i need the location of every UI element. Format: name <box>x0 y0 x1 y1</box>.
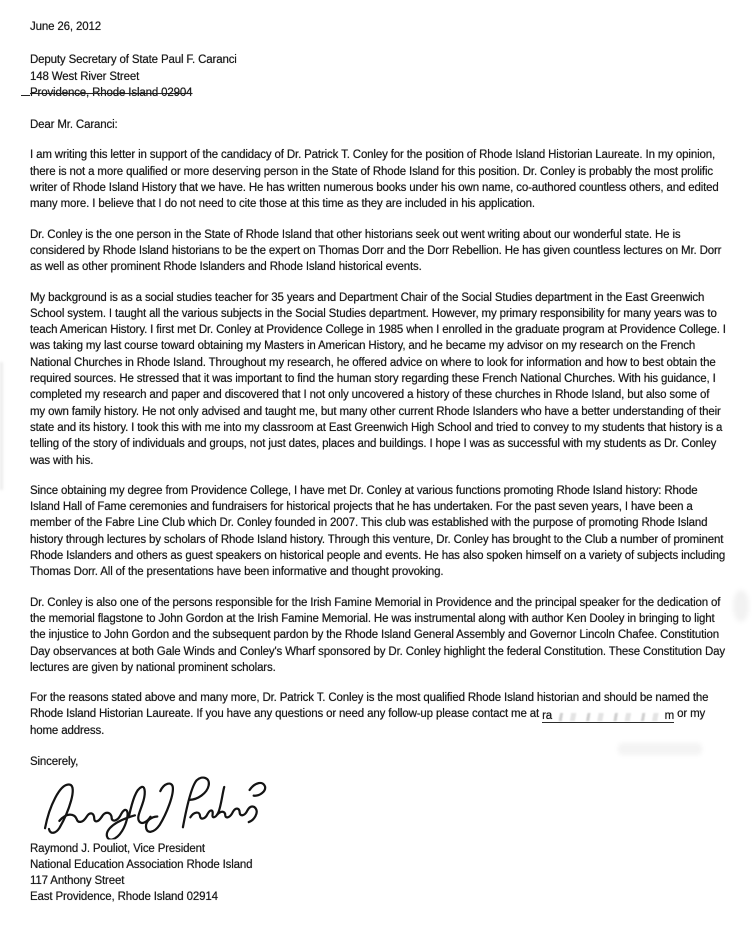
closing-paragraph <box>30 690 726 740</box>
paragraph-2: Dr. Conley is the one person in the State of Rhode Island that other historians seek out went writing about our wonderful state. He is considered by Rhode Island historians to be the expert on Thomas Dorr and the Dorr Rebellion. He has given countless lectures on Mr. Dorr as well as other prominent Rhode Islanders and Rhode Island historical events. <box>30 228 722 274</box>
salutation: Dear Mr. Caranci: <box>30 119 118 132</box>
sender-organization: National Education Association Rhode Island <box>30 858 253 871</box>
recipient-name-line: Deputy Secretary of State Paul F. Caranci <box>30 54 237 67</box>
signature-svg <box>33 768 273 842</box>
sender-name-title: Raymond J. Pouliot, Vice President <box>30 842 205 855</box>
closing-text-before-redaction: For the reasons stated above and many more, Dr. Patrick T. Conley is the most qualified Rhode Island historian and should be named the Rhode Island Historian Laureate. If you have any questions or need any follow-up please contact me at <box>30 692 709 721</box>
valediction: Sincerely, <box>30 755 79 768</box>
redacted-email-start-fragment: ra <box>542 710 553 723</box>
recipient-street-line: 148 West River Street <box>30 70 140 83</box>
redaction-smudge <box>555 713 662 721</box>
sender-street: 117 Anthony Street <box>30 874 125 887</box>
letter-date: June 26, 2012 <box>30 21 101 33</box>
paragraph-4: Since obtaining my degree from Providence College, I have met Dr. Conley at various functions promoting Rhode Island history: Rhode Island Hall of Fame ceremonies and fundraisers for historical projects that he has undertaken. For the past seven years, I have been a member of the Fabre Line Club which Dr. Conley founded in 2007. This club was established with the purpose of promoting Rhode Island history through lectures by scholars of Rhode Island history. Through this venture, Dr. Conley has brought to the Club a number of prominent Rhode Islanders and others as guest speakers on historical people and events. He has also spoken himself on a variety of subjects including Thomas Dorr. All of the presentations have been informative and thought provoking. <box>30 484 726 579</box>
recipient-city-line-struck: Providence, Rhode Island 02904 <box>30 86 193 99</box>
redacted-email <box>542 709 674 723</box>
sender-block <box>30 841 726 905</box>
sender-city: East Providence, Rhode Island 02914 <box>30 890 218 903</box>
paragraph-1: I am writing this letter in support of the candidacy of Dr. Patrick T. Conley for the position of Rhode Island Historian Laureate. In my opinion, there is not a more qualified or more deserving person in the State of Rhode Island for this position. Dr. Conley is probably the most prolific writer of Rhode Island History that we have. He has written numerous books under his own name, co-authored countless others, and edited many more. I believe that I do not need to cite those at this time as they are included in his application. <box>30 149 719 211</box>
paragraph-5: Dr. Conley is also one of the persons responsible for the Irish Famine Memorial in Providence and the principal speaker for the dedication of the memorial flagstone to John Gordon at the Irish Famine Memorial. He was instrumental along with author Ken Dooley in bringing to light the injustice to John Gordon and the subsequent pardon by the Rhode Island General Assembly and Governor Lincoln Chafee. Constitution Day observances at both Gale Winds and Conley's Wharf sponsored by Dr. Conley highlight the federal Constitution. These Constitution Day lectures are given by national prominent scholars. <box>30 596 725 674</box>
paragraph-3: My background is as a social studies teacher for 35 years and Department Chair of the Social Studies department in the East Greenwich School system. I taught all the various subjects in the Social Studies department. However, my primary responsibility for many years was to teach American History. I first met Dr. Conley at Providence College in 1985 when I enrolled in the graduate program at Providence College. I was taking my last course toward obtaining my Masters in American History, and he became my advisor on my research on the French National Churches in Rhode Island. Throughout my research, he offered advice on where to look for information and how to best obtain the required sources. He stressed that it was important to find the human story regarding these French National Churches. With his guidance, I completed my research and paper and discovered that I not only uncovered a history of these churches in Rhode Island, but also some of my own family history. He not only advised and taught me, but many other current Rhode Islanders who have a better understanding of their state and its history. I took this with me into my classroom at East Greenwich High School and tried to convey to my students that history is a telling of the story of individuals and groups, not just dates, places and buildings. I hope I was as successful with my students as Dr. Conley was with his. <box>30 291 726 467</box>
closing-text-after-redaction: or my home address. <box>30 708 706 738</box>
recipient-address <box>30 52 726 101</box>
redacted-email-end-fragment: m <box>664 710 675 723</box>
handwritten-signature <box>34 772 726 838</box>
